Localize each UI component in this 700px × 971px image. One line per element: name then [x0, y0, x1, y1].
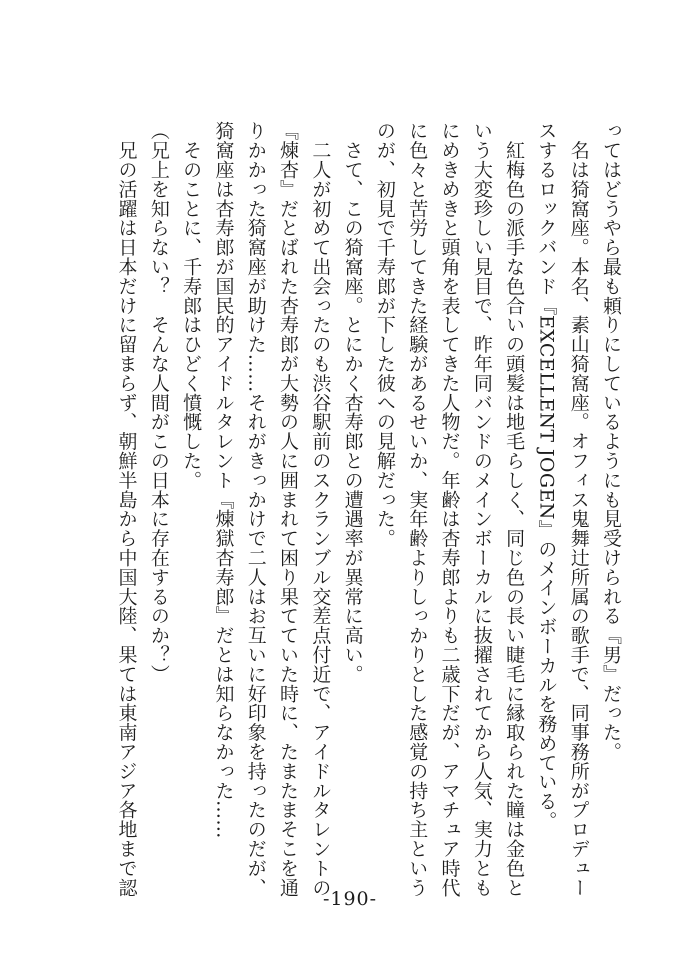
text-line: （兄上を知らない？ そんな人間がこの日本に存在するのか？）	[147, 121, 170, 684]
text-line: 二人が初めて出会ったのも渋谷駅前のスクランブル交差点付近で、アイドルタレントの	[309, 121, 332, 897]
text-line: スするロックバンド『EXCELLENT JOGEN』のメインボーカルを務めている。	[535, 121, 558, 831]
text-line: ってはどうやら最も頼りにしているようにも見受けられる『男』だった。	[600, 121, 622, 762]
page-number: -190-	[322, 888, 378, 910]
text-line: さて、この猗窩座。とにかく杏寿郎との遭遇率が異常に高い。	[341, 121, 364, 684]
text-line: にめきめきと頭角を表してきた人物だ。年齢は杏寿郎よりも二歳下だが、アマチュア時代	[438, 121, 461, 897]
text-line: のが、初見で千寿郎が下した彼への見解だった。	[373, 121, 396, 548]
text-line: 兄の活躍は日本だけに留まらず、朝鮮半島から中国大陸、果ては東南アジア各地まで認	[115, 121, 138, 897]
text-line: 『煉杏』だとばれた杏寿郎が大勢の人に囲まれて困り果てていた時に、たまたまそこを通	[277, 121, 300, 897]
page-text	[110, 121, 627, 921]
text-line: そのことに、千寿郎はひどく憤慨した。	[180, 121, 203, 490]
text-line: 猗窩座は杏寿郎が国民的アイドルタレント『煉獄杏寿郎』だとは知らなかった……	[212, 121, 235, 839]
text-line: に色々と苦労してきた経験があるせいか、実年齢よりしっかりとした感覚の持ち主という	[406, 121, 429, 897]
text-line: 紅梅色の派手な色合いの頭髪は地毛らしく、同じ色の長い睫毛に縁取られた瞳は金色と	[503, 121, 526, 897]
text-line: りかかった猗窩座が助けた……それがきっかけで二人はお互いに好印象を持ったのだが、	[244, 121, 267, 897]
text-line: いう大変珍しい見目で、昨年同バンドのメインボーカルに抜擢されてから人気、実力とも	[470, 121, 493, 897]
text-line: 名は猗窩座。本名、素山猗窩座。オフィス鬼舞辻所属の歌手で、同事務所がプロデュー	[567, 121, 590, 897]
